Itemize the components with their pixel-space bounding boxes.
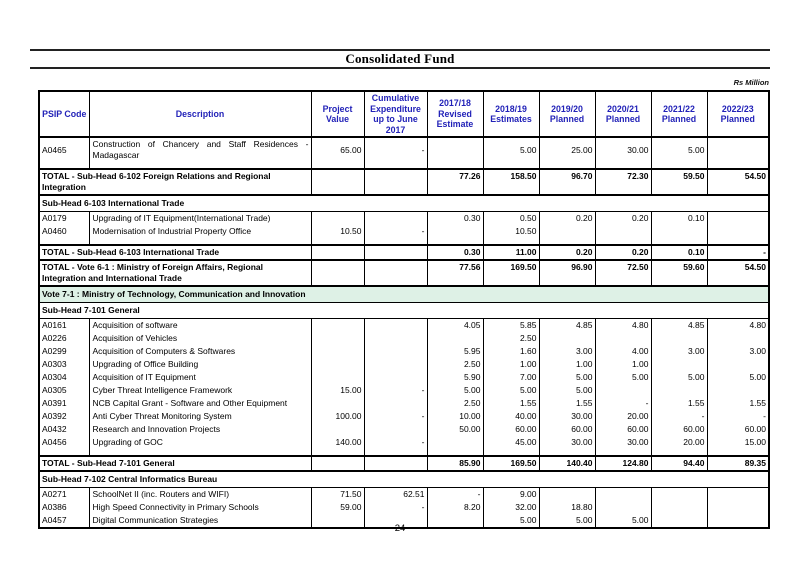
value-cell: 60.00 bbox=[651, 423, 707, 436]
value-cell: 15.00 bbox=[311, 384, 364, 397]
value-cell: 3.00 bbox=[651, 345, 707, 358]
value-cell bbox=[364, 212, 427, 226]
value-cell bbox=[311, 345, 364, 358]
value-cell: 32.00 bbox=[483, 501, 539, 514]
value-cell: 5.00 bbox=[483, 384, 539, 397]
page-number: 24 bbox=[394, 523, 406, 534]
value-cell bbox=[427, 137, 483, 162]
spacer-cell bbox=[89, 449, 311, 456]
value-cell bbox=[539, 488, 595, 502]
table-row bbox=[39, 358, 769, 371]
value-cell: 60.00 bbox=[707, 423, 769, 436]
value-cell: 140.00 bbox=[311, 436, 364, 449]
value-cell: 11.00 bbox=[483, 245, 539, 260]
value-cell: 62.51 bbox=[364, 488, 427, 502]
value-cell: 65.00 bbox=[311, 137, 364, 162]
spacer-cell bbox=[595, 162, 651, 169]
subhead-row bbox=[39, 303, 769, 319]
description-cell: Upgrading of GOC bbox=[89, 436, 311, 449]
value-cell bbox=[651, 488, 707, 502]
value-cell: - bbox=[707, 245, 769, 260]
table-row bbox=[39, 332, 769, 345]
psip-code-cell: A0460 bbox=[39, 225, 89, 238]
table-row bbox=[39, 319, 769, 333]
value-cell bbox=[311, 260, 364, 286]
value-cell bbox=[364, 456, 427, 471]
value-cell: 10.50 bbox=[311, 225, 364, 238]
spacer-cell bbox=[427, 162, 483, 169]
psip-code-cell: A0304 bbox=[39, 371, 89, 384]
value-cell bbox=[651, 501, 707, 514]
value-cell bbox=[539, 225, 595, 238]
header-2018-19-estimates: 2018/19 Estimates bbox=[483, 91, 539, 137]
value-cell bbox=[539, 332, 595, 345]
value-cell: 40.00 bbox=[483, 410, 539, 423]
spacer-cell bbox=[707, 162, 769, 169]
header-cumulative-expenditure: Cumulative Expenditure up to June 2017 bbox=[364, 91, 427, 137]
value-cell: 77.26 bbox=[427, 169, 483, 195]
header-description: Description bbox=[89, 91, 311, 137]
subhead-label-cell: Sub-Head 7-101 General bbox=[39, 303, 769, 319]
description-cell: Construction of Chancery and Staff Residences - Madagascar bbox=[89, 137, 311, 162]
value-cell bbox=[651, 225, 707, 238]
value-cell bbox=[364, 260, 427, 286]
value-cell bbox=[707, 358, 769, 371]
value-cell: - bbox=[364, 137, 427, 162]
psip-code-cell: A0391 bbox=[39, 397, 89, 410]
value-cell: 72.50 bbox=[595, 260, 651, 286]
value-cell: 5.00 bbox=[595, 371, 651, 384]
psip-code-cell: A0392 bbox=[39, 410, 89, 423]
value-cell: - bbox=[364, 225, 427, 238]
header-psip-code: PSIP Code bbox=[39, 91, 89, 137]
table-header-row bbox=[39, 91, 769, 137]
value-cell: 0.30 bbox=[427, 212, 483, 226]
value-cell: 60.00 bbox=[483, 423, 539, 436]
description-cell: Upgrading of Office Building bbox=[89, 358, 311, 371]
value-cell: 30.00 bbox=[539, 436, 595, 449]
value-cell: 96.90 bbox=[539, 260, 595, 286]
value-cell: 169.50 bbox=[483, 456, 539, 471]
value-cell: 10.50 bbox=[483, 225, 539, 238]
value-cell bbox=[364, 169, 427, 195]
total-row bbox=[39, 169, 769, 195]
spacer-cell bbox=[39, 162, 89, 169]
value-cell bbox=[364, 345, 427, 358]
value-cell: 4.80 bbox=[707, 319, 769, 333]
subhead-label-cell: Sub-Head 7-102 Central Informatics Bureau bbox=[39, 471, 769, 488]
value-cell: 7.00 bbox=[483, 371, 539, 384]
total-label-cell: TOTAL - Sub-Head 6-102 Foreign Relations and Regional Integration bbox=[39, 169, 311, 195]
value-cell: 2.50 bbox=[483, 332, 539, 345]
value-cell: - bbox=[651, 410, 707, 423]
value-cell: 4.00 bbox=[595, 345, 651, 358]
psip-code-cell: A0303 bbox=[39, 358, 89, 371]
value-cell: 4.80 bbox=[595, 319, 651, 333]
value-cell: 60.00 bbox=[595, 423, 651, 436]
value-cell: 30.00 bbox=[595, 137, 651, 162]
value-cell bbox=[707, 225, 769, 238]
value-cell: 5.00 bbox=[483, 514, 539, 528]
value-cell bbox=[311, 319, 364, 333]
value-cell: 5.00 bbox=[539, 384, 595, 397]
value-cell bbox=[651, 358, 707, 371]
total-label-cell: TOTAL - Sub-Head 7-101 General bbox=[39, 456, 311, 471]
value-cell: - bbox=[707, 410, 769, 423]
value-cell: 5.00 bbox=[651, 137, 707, 162]
value-cell: 59.60 bbox=[651, 260, 707, 286]
spacer-cell bbox=[89, 238, 311, 245]
value-cell bbox=[364, 319, 427, 333]
value-cell: 15.00 bbox=[707, 436, 769, 449]
title-bottom-rule bbox=[30, 67, 770, 69]
header-2017-18-revised: 2017/18 Revised Estimate bbox=[427, 91, 483, 137]
value-cell: 25.00 bbox=[539, 137, 595, 162]
page-title: Consolidated Fund bbox=[345, 51, 455, 66]
description-cell: NCB Capital Grant - Software and Other Equipment bbox=[89, 397, 311, 410]
header-2019-20-planned: 2019/20 Planned bbox=[539, 91, 595, 137]
table-row bbox=[39, 397, 769, 410]
table-row bbox=[39, 137, 769, 162]
spacer-cell bbox=[364, 238, 427, 245]
value-cell: 5.90 bbox=[427, 371, 483, 384]
value-cell: 89.35 bbox=[707, 456, 769, 471]
value-cell bbox=[427, 332, 483, 345]
value-cell: 140.40 bbox=[539, 456, 595, 471]
spacer-cell bbox=[595, 449, 651, 456]
spacer-cell bbox=[707, 449, 769, 456]
value-cell: 54.50 bbox=[707, 169, 769, 195]
spacer-cell bbox=[427, 449, 483, 456]
value-cell: 50.00 bbox=[427, 423, 483, 436]
spacer-cell bbox=[539, 162, 595, 169]
value-cell: 1.00 bbox=[483, 358, 539, 371]
budget-table bbox=[38, 90, 770, 529]
total-row bbox=[39, 260, 769, 286]
table-row bbox=[39, 410, 769, 423]
value-cell bbox=[311, 245, 364, 260]
value-cell: 169.50 bbox=[483, 260, 539, 286]
value-cell bbox=[651, 384, 707, 397]
value-cell: 1.55 bbox=[707, 397, 769, 410]
value-cell: 5.00 bbox=[595, 514, 651, 528]
value-cell: 20.00 bbox=[651, 436, 707, 449]
subhead-label-cell: Sub-Head 6-103 International Trade bbox=[39, 195, 769, 212]
spacer-cell bbox=[364, 449, 427, 456]
spacer-cell bbox=[364, 162, 427, 169]
value-cell: 4.85 bbox=[539, 319, 595, 333]
table-row bbox=[39, 501, 769, 514]
value-cell bbox=[595, 384, 651, 397]
value-cell bbox=[364, 332, 427, 345]
psip-code-cell: A0432 bbox=[39, 423, 89, 436]
value-cell bbox=[595, 501, 651, 514]
table-row bbox=[39, 345, 769, 358]
spacer-cell bbox=[651, 449, 707, 456]
spacer-row bbox=[39, 238, 769, 245]
value-cell: 158.50 bbox=[483, 169, 539, 195]
spacer-cell bbox=[539, 449, 595, 456]
psip-code-cell: A0161 bbox=[39, 319, 89, 333]
value-cell bbox=[311, 358, 364, 371]
psip-code-cell: A0299 bbox=[39, 345, 89, 358]
value-cell: 59.50 bbox=[651, 169, 707, 195]
value-cell: - bbox=[364, 384, 427, 397]
vote-row bbox=[39, 286, 769, 303]
spacer-cell bbox=[39, 238, 89, 245]
value-cell: 124.80 bbox=[595, 456, 651, 471]
vote-label-cell: Vote 7-1 : Ministry of Technology, Communication and Innovation bbox=[39, 286, 769, 303]
value-cell: 0.20 bbox=[595, 245, 651, 260]
value-cell: 5.00 bbox=[539, 371, 595, 384]
table-row bbox=[39, 225, 769, 238]
value-cell bbox=[651, 332, 707, 345]
value-cell bbox=[707, 384, 769, 397]
header-2021-22-planned: 2021/22 Planned bbox=[651, 91, 707, 137]
description-cell: Anti Cyber Threat Monitoring System bbox=[89, 410, 311, 423]
table-row bbox=[39, 212, 769, 226]
value-cell: 4.85 bbox=[651, 319, 707, 333]
value-cell bbox=[364, 358, 427, 371]
value-cell bbox=[707, 137, 769, 162]
psip-code-cell: A0456 bbox=[39, 436, 89, 449]
value-cell: 5.00 bbox=[427, 384, 483, 397]
value-cell: - bbox=[595, 397, 651, 410]
header-2022-23-planned: 2022/23 Planned bbox=[707, 91, 769, 137]
value-cell: 77.56 bbox=[427, 260, 483, 286]
value-cell: 9.00 bbox=[483, 488, 539, 502]
value-cell: 5.00 bbox=[539, 514, 595, 528]
spacer-row bbox=[39, 449, 769, 456]
value-cell: 72.30 bbox=[595, 169, 651, 195]
value-cell: 5.00 bbox=[707, 371, 769, 384]
spacer-cell bbox=[651, 238, 707, 245]
value-cell bbox=[311, 371, 364, 384]
spacer-cell bbox=[427, 238, 483, 245]
value-cell: 1.55 bbox=[651, 397, 707, 410]
value-cell: 0.20 bbox=[539, 245, 595, 260]
value-cell: 100.00 bbox=[311, 410, 364, 423]
value-cell bbox=[595, 488, 651, 502]
subhead-row bbox=[39, 471, 769, 488]
value-cell: 0.10 bbox=[651, 212, 707, 226]
description-cell: Digital Communication Strategies bbox=[89, 514, 311, 528]
currency-unit-label: Rs Million bbox=[733, 78, 769, 87]
value-cell: 0.20 bbox=[595, 212, 651, 226]
description-cell: Acquisition of Vehicles bbox=[89, 332, 311, 345]
spacer-cell bbox=[39, 449, 89, 456]
value-cell: 5.95 bbox=[427, 345, 483, 358]
value-cell bbox=[311, 423, 364, 436]
table-row bbox=[39, 371, 769, 384]
psip-code-cell: A0305 bbox=[39, 384, 89, 397]
psip-code-cell: A0226 bbox=[39, 332, 89, 345]
value-cell bbox=[707, 488, 769, 502]
description-cell: Acquisition of IT Equipment bbox=[89, 371, 311, 384]
total-label-cell: TOTAL - Sub-Head 6-103 International Trade bbox=[39, 245, 311, 260]
table-row bbox=[39, 384, 769, 397]
spacer-cell bbox=[595, 238, 651, 245]
table-row bbox=[39, 488, 769, 502]
description-cell: High Speed Connectivity in Primary Schools bbox=[89, 501, 311, 514]
description-cell: Acquisition of software bbox=[89, 319, 311, 333]
value-cell: 71.50 bbox=[311, 488, 364, 502]
value-cell: 30.00 bbox=[595, 436, 651, 449]
value-cell: 1.00 bbox=[539, 358, 595, 371]
description-cell: Modernisation of Industrial Property Office bbox=[89, 225, 311, 238]
value-cell bbox=[311, 332, 364, 345]
value-cell bbox=[427, 436, 483, 449]
value-cell: 4.05 bbox=[427, 319, 483, 333]
value-cell: 0.50 bbox=[483, 212, 539, 226]
total-row bbox=[39, 245, 769, 260]
value-cell bbox=[595, 225, 651, 238]
spacer-cell bbox=[707, 238, 769, 245]
value-cell bbox=[364, 397, 427, 410]
spacer-cell bbox=[483, 238, 539, 245]
spacer-cell bbox=[89, 162, 311, 169]
spacer-cell bbox=[651, 162, 707, 169]
value-cell: - bbox=[364, 436, 427, 449]
table-row bbox=[39, 423, 769, 436]
value-cell bbox=[311, 169, 364, 195]
description-cell: SchoolNet II (inc. Routers and WIFI) bbox=[89, 488, 311, 502]
value-cell: 60.00 bbox=[539, 423, 595, 436]
value-cell: 3.00 bbox=[539, 345, 595, 358]
value-cell: 1.55 bbox=[539, 397, 595, 410]
psip-code-cell: A0386 bbox=[39, 501, 89, 514]
value-cell: 1.60 bbox=[483, 345, 539, 358]
description-cell: Cyber Threat Intelligence Framework bbox=[89, 384, 311, 397]
value-cell bbox=[311, 212, 364, 226]
total-label-cell: TOTAL - Vote 6-1 : Ministry of Foreign Affairs, Regional Integration and International Trade bbox=[39, 260, 311, 286]
psip-code-cell: A0179 bbox=[39, 212, 89, 226]
value-cell: 0.10 bbox=[651, 245, 707, 260]
spacer-cell bbox=[311, 162, 364, 169]
value-cell bbox=[707, 212, 769, 226]
value-cell bbox=[311, 397, 364, 410]
subhead-row bbox=[39, 195, 769, 212]
header-2020-21-planned: 2020/21 Planned bbox=[595, 91, 651, 137]
spacer-row bbox=[39, 162, 769, 169]
spacer-cell bbox=[539, 238, 595, 245]
value-cell: 1.55 bbox=[483, 397, 539, 410]
value-cell: 5.85 bbox=[483, 319, 539, 333]
total-row bbox=[39, 456, 769, 471]
value-cell: 0.20 bbox=[539, 212, 595, 226]
value-cell bbox=[311, 456, 364, 471]
spacer-cell bbox=[483, 449, 539, 456]
spacer-cell bbox=[311, 449, 364, 456]
value-cell: 10.00 bbox=[427, 410, 483, 423]
description-cell: Research and Innovation Projects bbox=[89, 423, 311, 436]
value-cell: 59.00 bbox=[311, 501, 364, 514]
value-cell: 8.20 bbox=[427, 501, 483, 514]
value-cell: 5.00 bbox=[651, 371, 707, 384]
value-cell bbox=[364, 371, 427, 384]
value-cell: - bbox=[427, 488, 483, 502]
value-cell bbox=[364, 245, 427, 260]
value-cell: 1.00 bbox=[595, 358, 651, 371]
value-cell: 2.50 bbox=[427, 358, 483, 371]
header-project-value: Project Value bbox=[311, 91, 364, 137]
description-cell: Upgrading of IT Equipment(International Trade) bbox=[89, 212, 311, 226]
value-cell: 30.00 bbox=[539, 410, 595, 423]
value-cell: 94.40 bbox=[651, 456, 707, 471]
value-cell: - bbox=[364, 501, 427, 514]
value-cell: 96.70 bbox=[539, 169, 595, 195]
value-cell: 45.00 bbox=[483, 436, 539, 449]
spacer-cell bbox=[311, 238, 364, 245]
value-cell: 5.00 bbox=[483, 137, 539, 162]
value-cell: 3.00 bbox=[707, 345, 769, 358]
value-cell: 85.90 bbox=[427, 456, 483, 471]
value-cell: 20.00 bbox=[595, 410, 651, 423]
value-cell bbox=[707, 332, 769, 345]
value-cell bbox=[364, 423, 427, 436]
value-cell: 54.50 bbox=[707, 260, 769, 286]
spacer-cell bbox=[483, 162, 539, 169]
value-cell: 18.80 bbox=[539, 501, 595, 514]
table-row bbox=[39, 436, 769, 449]
value-cell bbox=[707, 501, 769, 514]
value-cell bbox=[427, 225, 483, 238]
value-cell: 2.50 bbox=[427, 397, 483, 410]
psip-code-cell: A0465 bbox=[39, 137, 89, 162]
description-cell: Acquisition of Computers & Softwares bbox=[89, 345, 311, 358]
psip-code-cell: A0271 bbox=[39, 488, 89, 502]
value-cell: 0.30 bbox=[427, 245, 483, 260]
value-cell bbox=[595, 332, 651, 345]
psip-code-cell: A0457 bbox=[39, 514, 89, 528]
value-cell: - bbox=[364, 410, 427, 423]
